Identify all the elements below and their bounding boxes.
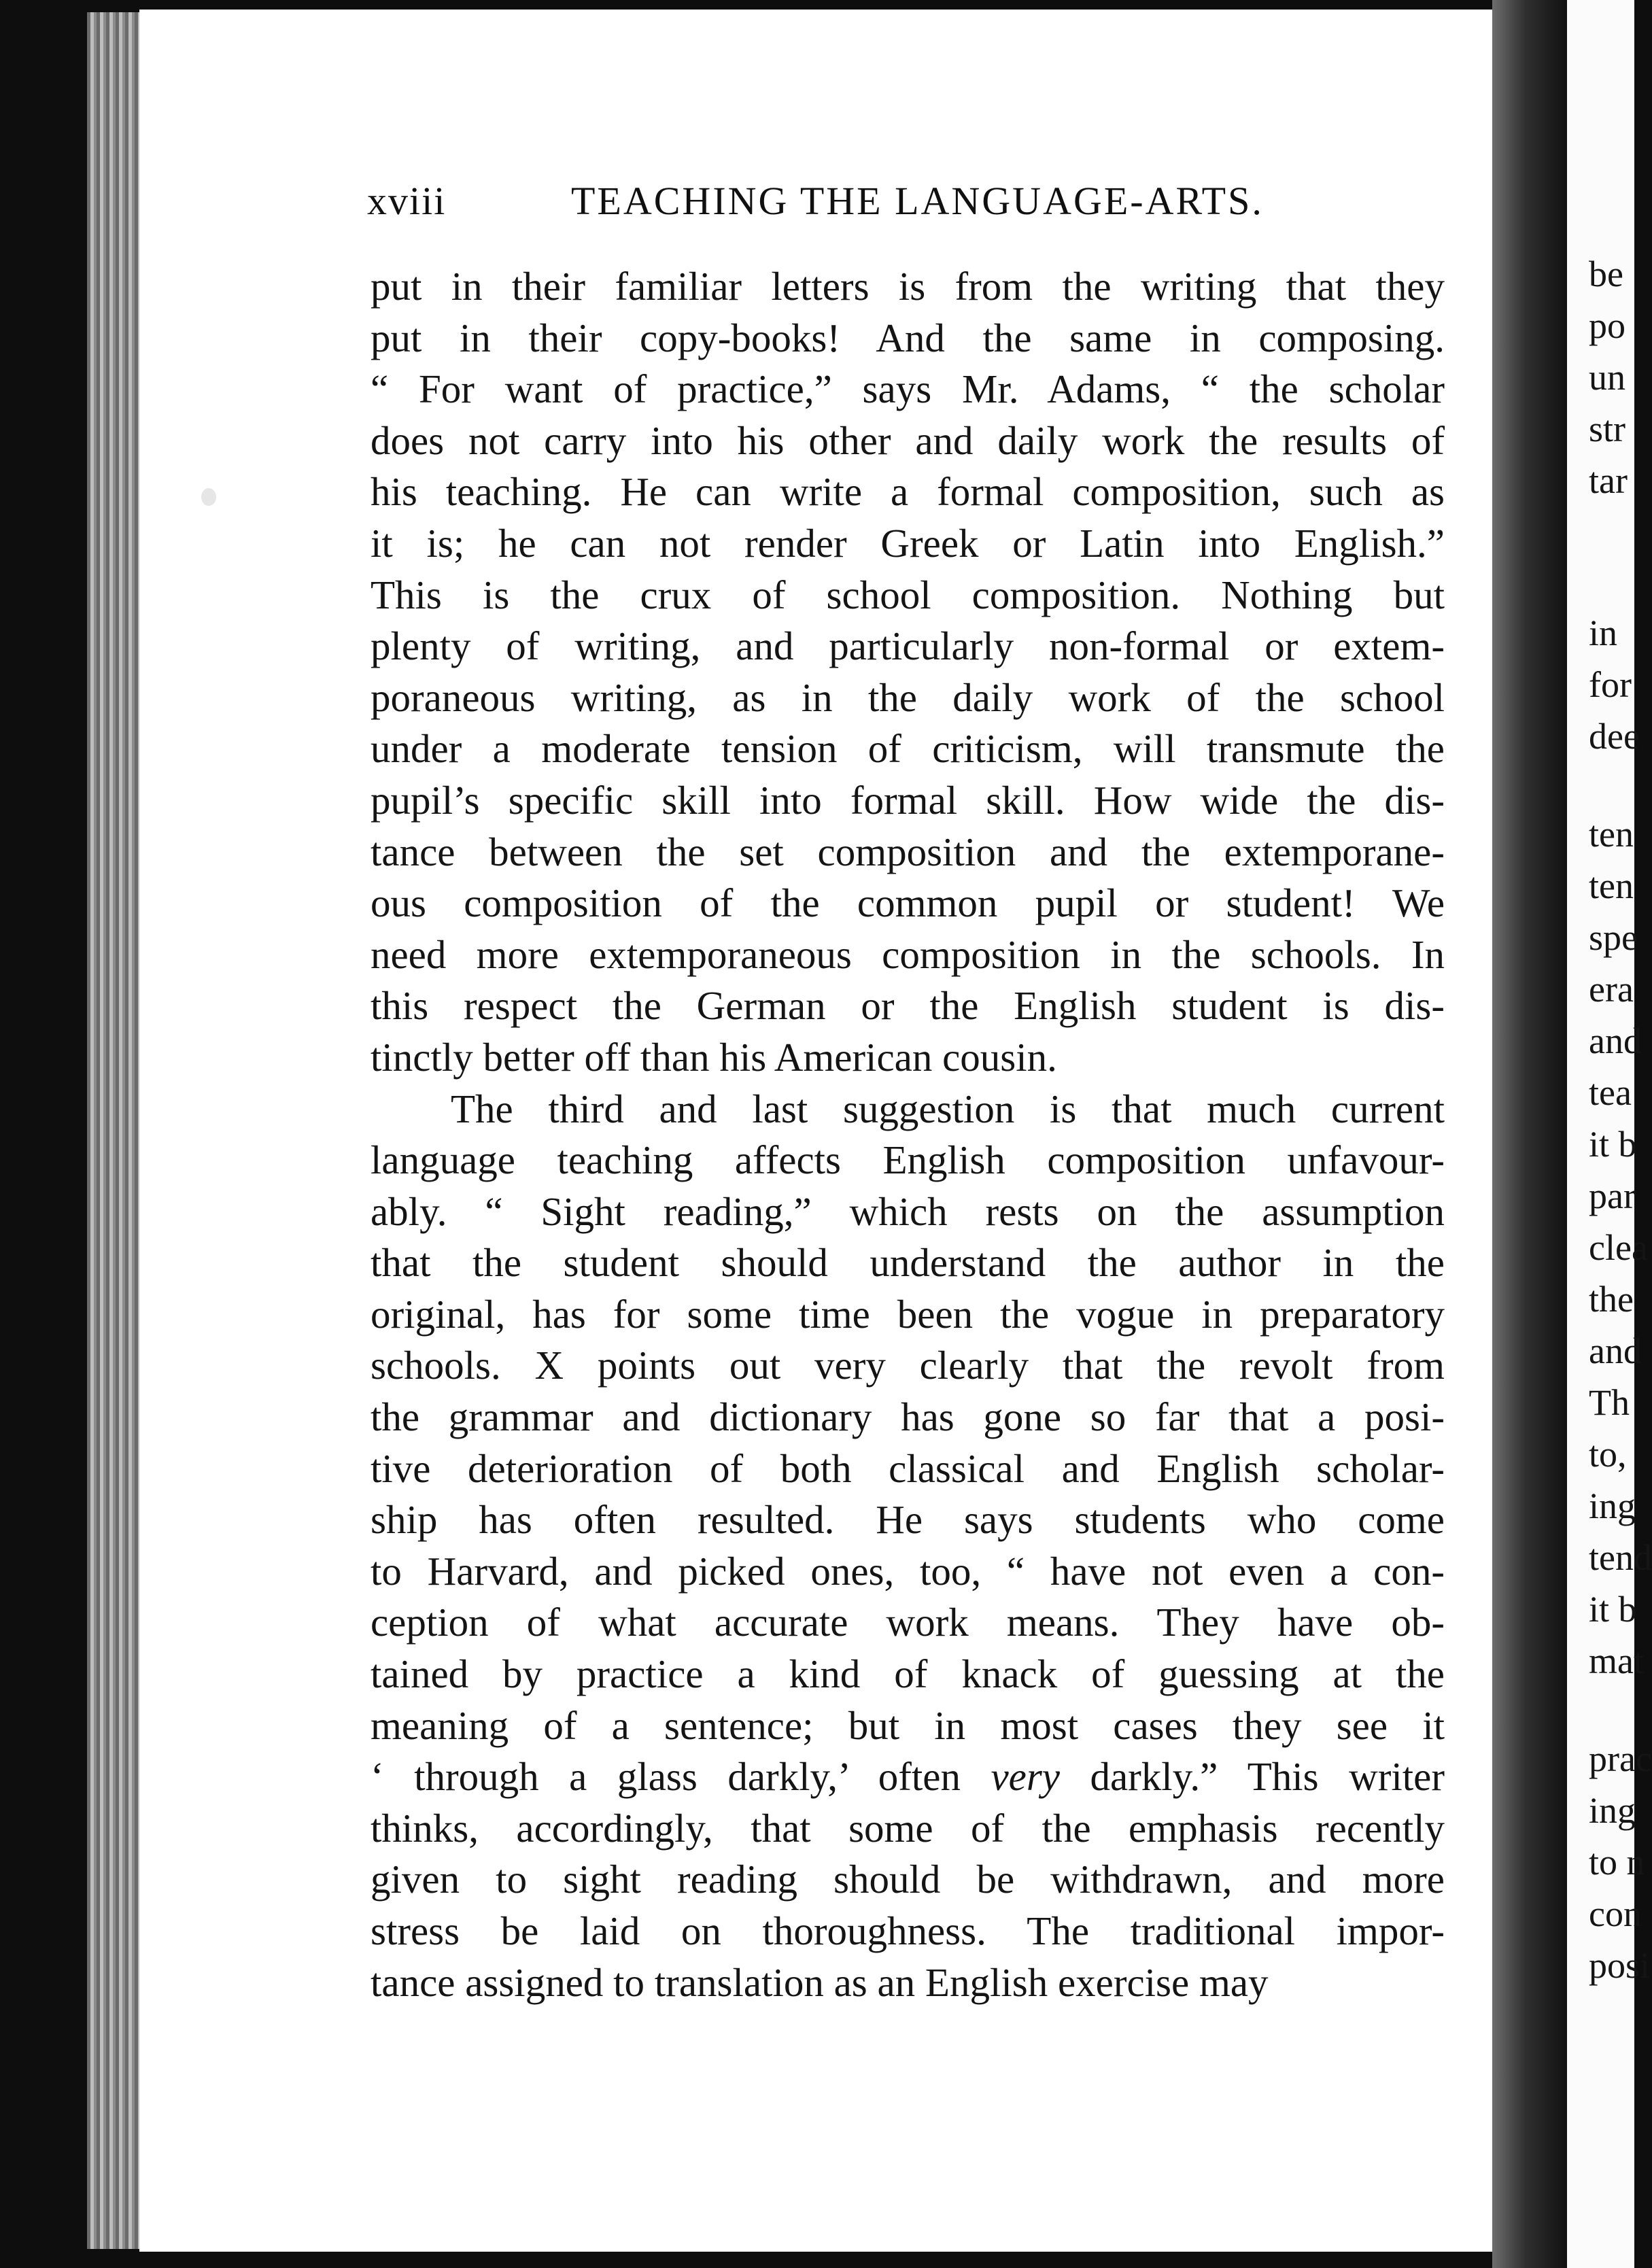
paper-speck: [201, 488, 216, 506]
facing-page-text: clea: [1589, 1227, 1648, 1268]
body-text: [371, 261, 1445, 2008]
facing-page-text: for: [1589, 664, 1632, 705]
text-line: meaning of a sentence; but in most cases they see it: [371, 1702, 1445, 1748]
text-line: stress be laid on thoroughness. The traditional impor-: [371, 1908, 1445, 1953]
facing-page-text: prac: [1589, 1738, 1652, 1779]
facing-page-text: and: [1589, 1020, 1642, 1061]
facing-page-text: dee: [1589, 716, 1640, 757]
facing-page-text: in: [1589, 613, 1618, 653]
text-line: schools. X points out very clearly that the revolt from: [371, 1343, 1445, 1388]
text-line: poraneous writing, as in the daily work of the school: [371, 674, 1445, 720]
facing-page-text: and: [1589, 1330, 1642, 1371]
facing-page-text: tea: [1589, 1072, 1632, 1113]
facing-page-text: ten: [1589, 814, 1634, 855]
facing-page-text: to n: [1589, 1842, 1645, 1883]
facing-page-text: it b: [1589, 1589, 1637, 1630]
text-line: The third and last suggestion is that much current: [451, 1086, 1445, 1131]
book-gutter: [1492, 0, 1567, 2268]
text-line: put in their copy-books! And the same in composing.: [371, 315, 1445, 360]
text-line: “ For want of practice,” says Mr. Adams, “ the scholar: [371, 366, 1445, 412]
text-line: ‘ through a glass darkly,’ often very darkly.” This writer: [371, 1754, 1445, 1800]
facing-page-text: str: [1589, 409, 1625, 449]
facing-page-text: the: [1589, 1279, 1634, 1320]
text-line: plenty of writing, and particularly non-formal or extem-: [371, 623, 1445, 669]
facing-page-text: tar: [1589, 460, 1628, 501]
text-line: tive deterioration of both classical and English scholar-: [371, 1445, 1445, 1491]
facing-page-text: era: [1589, 969, 1634, 1010]
text-line: to Harvard, and picked ones, too, “ have not even a con-: [371, 1548, 1445, 1594]
facing-page-text: ing: [1589, 1790, 1636, 1831]
text-line: ship has often resulted. He says students who come: [371, 1497, 1445, 1543]
facing-page-text: be: [1589, 254, 1623, 294]
text-line: ably. “ Sight reading,” which rests on the assumption: [371, 1188, 1445, 1234]
facing-page-text: tend: [1589, 1537, 1652, 1578]
facing-page-text: spe: [1589, 917, 1638, 958]
text-line: put in their familiar letters is from the writing that they: [371, 264, 1445, 309]
text-line: tance between the set composition and the extemporane-: [371, 829, 1445, 874]
text-line: language teaching affects English composition unfavour-: [371, 1137, 1445, 1183]
facing-page-text: po: [1589, 305, 1625, 346]
text-line: his teaching. He can write a formal composition, such as: [371, 469, 1445, 515]
text-line: tance assigned to translation as an English exercise may: [371, 1959, 1269, 2005]
text-line: original, has for some time been the vogue in preparatory: [371, 1291, 1445, 1337]
text-line: that the student should understand the author in the: [371, 1240, 1445, 1286]
text-line: This is the crux of school composition. Nothing but: [371, 572, 1445, 617]
running-title: TEACHING THE LANGUAGE-ARTS.: [571, 179, 1264, 223]
text-line: pupil’s specific skill into formal skill. How wide the dis-: [371, 777, 1445, 823]
text-line: given to sight reading should be withdrawn, and more: [371, 1857, 1445, 1902]
text-line: tained by practice a kind of knack of guessing at the: [371, 1651, 1445, 1697]
text-line: it is; he can not render Greek or Latin into English.”: [371, 520, 1445, 566]
facing-page-text: posi: [1589, 1945, 1651, 1986]
text-line: need more extemporaneous composition in the schools. In: [371, 931, 1445, 977]
text-line: this respect the German or the English student is dis-: [371, 983, 1445, 1029]
facing-page-text: ten: [1589, 865, 1634, 906]
facing-page-text: un: [1589, 357, 1625, 398]
text-line: ception of what accurate work means. They have ob-: [371, 1600, 1445, 1645]
facing-page-fragment: [1567, 0, 1652, 2268]
facing-page-text: par: [1589, 1175, 1636, 1216]
text-line: the grammar and dictionary has gone so far that a posi-: [371, 1394, 1445, 1440]
text-line: under a moderate tension of criticism, will transmute the: [371, 726, 1445, 772]
facing-page-text: to,: [1589, 1434, 1627, 1475]
text-line: tinctly better off than his American cousin.: [371, 1034, 1057, 1080]
text-line: does not carry into his other and daily work the results of: [371, 417, 1445, 463]
facing-page-text: con: [1589, 1893, 1642, 1934]
text-line: thinks, accordingly, that some of the emphasis recently: [371, 1805, 1445, 1851]
facing-page-text: mat: [1589, 1640, 1644, 1681]
facing-page-text: it b: [1589, 1124, 1637, 1165]
facing-page-text: ing: [1589, 1485, 1636, 1526]
text-line: ous composition of the common pupil or student! We: [371, 880, 1445, 926]
facing-page-text: Th: [1589, 1382, 1630, 1423]
page-number: xviii: [367, 179, 447, 223]
